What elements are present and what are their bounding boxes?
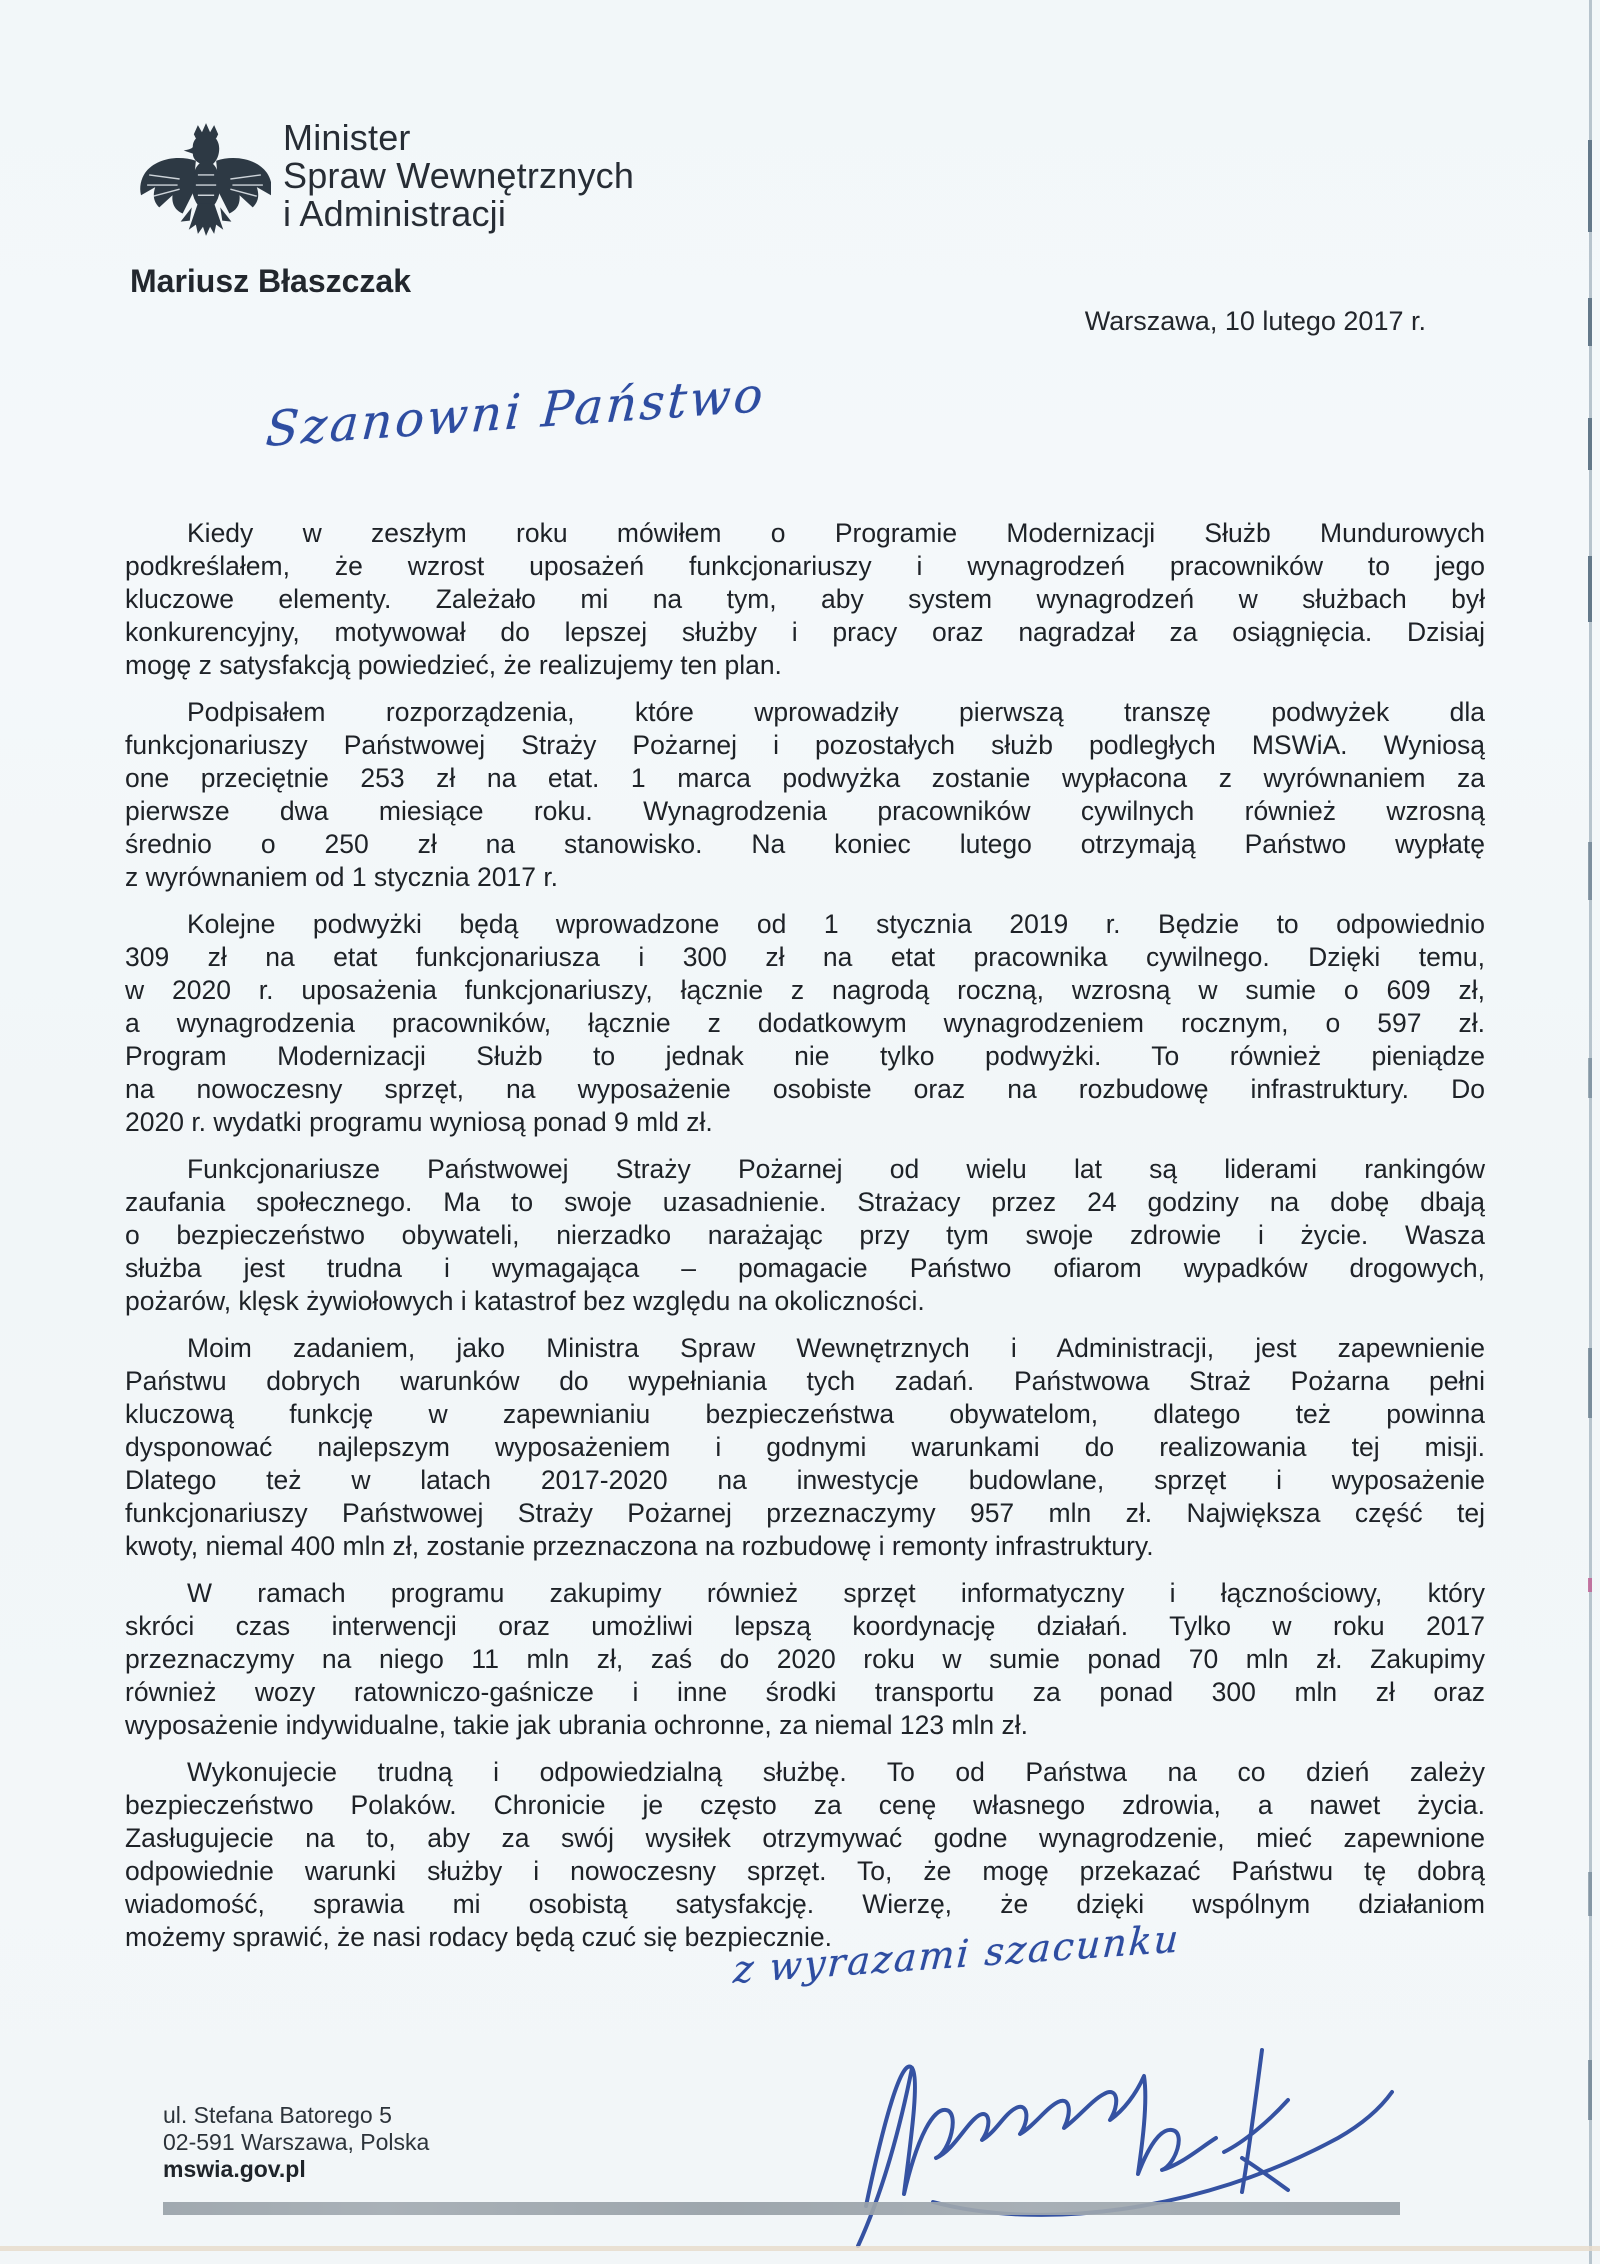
- text-line: funkcjonariuszy Państwowej Straży Pożarnej i pozostałych służb podległych MSWiA. Wyniosą: [125, 730, 1485, 760]
- footer-address-line1: ul. Stefana Batorego 5: [163, 2102, 392, 2128]
- text-line: Funkcjonariusze Państwowej Straży Pożarnej od wielu lat są liderami rankingów: [187, 1154, 1485, 1184]
- text-line: z wyrównaniem od 1 stycznia 2017 r.: [125, 862, 559, 892]
- scan-tick: [1588, 1058, 1592, 1098]
- text-line: Państwu dobrych warunków do wypełniania tych zadań. Państwowa Straż Pożarna pełni: [125, 1366, 1485, 1396]
- text-line: pierwsze dwa miesiące roku. Wynagrodzenia pracowników cywilnych również wzrosną: [125, 796, 1485, 826]
- text-line: średnio o 250 zł na stanowisko. Na koniec lutego otrzymają Państwo wypłatę: [125, 829, 1485, 859]
- paragraph: [125, 696, 1485, 894]
- text-line: Program Modernizacji Służb to jednak nie tylko podwyżki. To również pieniądze: [125, 1041, 1485, 1071]
- paragraph: [125, 1756, 1485, 1954]
- sender-title-line: Spraw Wewnętrznych: [283, 155, 635, 196]
- signature-scrawl: [838, 2016, 1410, 2258]
- text-line: Dlatego też w latach 2017-2020 na inwestycje budowlane, sprzęt i wyposażenie: [125, 1465, 1485, 1495]
- sender-name: Mariusz Błaszczak: [130, 263, 412, 299]
- letter-body: [125, 517, 1485, 1968]
- scan-tick: [1588, 140, 1592, 232]
- scan-bottom-edge: [0, 2246, 1600, 2251]
- text-line: skróci czas interwencji oraz umożliwi lepszą koordynację działań. Tylko w roku 2017: [125, 1611, 1485, 1641]
- text-line: mogę z satysfakcją powiedzieć, że realizujemy ten plan.: [125, 650, 782, 680]
- text-line: wyposażenie indywidualne, takie jak ubrania ochronne, za niemal 123 mln zł.: [125, 1710, 1028, 1740]
- text-line: Kolejne podwyżki będą wprowadzone od 1 stycznia 2019 r. Będzie to odpowiednio: [187, 909, 1485, 939]
- text-line: Podpisałem rozporządzenia, które wprowadziły pierwszą transzę podwyżek dla: [187, 697, 1485, 727]
- text-line: kluczową funkcję w zapewnianiu bezpieczeństwa obywatelom, dlatego też powinna: [125, 1399, 1485, 1429]
- footer-address-line2: 02-591 Warszawa, Polska: [163, 2129, 430, 2155]
- scan-tick: [1588, 298, 1592, 346]
- paragraph: [125, 1153, 1485, 1318]
- text-line: na nowoczesny sprzęt, na wyposażenie osobiste oraz na rozbudowę infrastruktury. Do: [125, 1074, 1485, 1104]
- dateline: Warszawa, 10 lutego 2017 r.: [1084, 306, 1426, 336]
- paragraph: [125, 1332, 1485, 1563]
- coat-of-arms-eagle-icon: [139, 122, 271, 238]
- text-line: dysponować najlepszym wyposażeniem i godnymi warunkami do realizowania tej misji.: [125, 1432, 1485, 1462]
- footer: [163, 2102, 429, 2183]
- scan-tick: [1588, 1872, 1592, 1916]
- text-line: kluczowe elementy. Zależało mi na tym, aby system wynagrodzeń w służbach był: [125, 584, 1485, 614]
- text-line: Kiedy w zeszłym roku mówiłem o Programie Modernizacji Służb Mundurowych: [187, 518, 1485, 548]
- text-line: 309 zł na etat funkcjonariusza i 300 zł na etat pracownika cywilnego. Dzięki temu,: [125, 942, 1485, 972]
- sender-title-line: Minister: [283, 117, 411, 158]
- sender-title: [283, 119, 634, 233]
- text-line: Zasługujecie na to, aby za swój wysiłek otrzymywać godne wynagrodzenie, mieć zapewnione: [125, 1823, 1485, 1853]
- scan-tick-pink: [1588, 1578, 1592, 1592]
- footer-divider-bar: [163, 2202, 1400, 2215]
- paragraph: [125, 517, 1485, 682]
- text-line: funkcjonariuszy Państwowej Straży Pożarnej przeznaczymy 957 mln zł. Największa część tej: [125, 1498, 1485, 1528]
- text-line: bezpieczeństwo Polaków. Chronicie je często za cenę własnego zdrowia, a nawet życia.: [125, 1790, 1485, 1820]
- footer-website: mswia.gov.pl: [163, 2156, 306, 2182]
- text-line: Moim zadaniem, jako Ministra Spraw Wewnętrznych i Administracji, jest zapewnienie: [187, 1333, 1485, 1363]
- text-line: konkurencyjny, motywował do lepszej służby i pracy oraz nagradzał za osiągnięcia. Dzisiaj: [125, 617, 1485, 647]
- handwritten-salutation: Szanowni Państwo: [264, 366, 768, 458]
- paragraph: [125, 908, 1485, 1139]
- text-line: możemy sprawić, że nasi rodacy będą czuć się bezpiecznie.: [125, 1922, 832, 1952]
- text-line: a wynagrodzenia pracowników, łącznie z dodatkowym wynagrodzeniem rocznym, o 597 zł.: [125, 1008, 1485, 1038]
- sender-title-line: i Administracji: [283, 193, 507, 234]
- text-line: 2020 r. wydatki programu wyniosą ponad 9 mld zł.: [125, 1107, 713, 1137]
- text-line: wiadomość, sprawia mi osobistą satysfakcję. Wierzę, że dzięki wspólnym działaniom: [125, 1889, 1485, 1919]
- handwritten-closing: z wyrazami szacunku: [732, 1916, 1182, 1992]
- text-line: o bezpieczeństwo obywateli, nierzadko narażając przy tym swoje zdrowie i życie. Wasza: [125, 1220, 1485, 1250]
- text-line: odpowiednie warunki służby i nowoczesny sprzęt. To, że mogę przekazać Państwu tę dobrą: [125, 1856, 1485, 1886]
- text-line: pożarów, klęsk żywiołowych i katastrof bez względu na okoliczności.: [125, 1286, 925, 1316]
- text-line: służba jest trudna i wymagająca – pomagacie Państwo ofiarom wypadków drogowych,: [125, 1253, 1485, 1283]
- text-line: podkreślałem, że wzrost uposażeń funkcjonariuszy i wynagrodzeń pracowników to jego: [125, 551, 1485, 581]
- text-line: kwoty, niemal 400 mln zł, zostanie przeznaczona na rozbudowę i remonty infrastruktury.: [125, 1531, 1154, 1561]
- paragraph: [125, 1577, 1485, 1742]
- scan-edge-line-left: [10, 0, 17, 478]
- scan-tick: [1588, 418, 1592, 470]
- text-line: zaufania społecznego. Ma to swoje uzasadnienie. Strażacy przez 24 godziny na dobę dbają: [125, 1187, 1485, 1217]
- text-line: również wozy ratowniczo-gaśnicze i inne środki transportu za ponad 300 mln zł oraz: [125, 1677, 1485, 1707]
- scan-tick: [1588, 1348, 1592, 1418]
- text-line: w 2020 r. uposażenia funkcjonariuszy, łącznie z nagrodą roczną, wzrosną w sumie o 609 zł,: [125, 975, 1485, 1005]
- scan-tick: [1588, 842, 1592, 900]
- text-line: Wykonujecie trudną i odpowiedzialną służbę. To od Państwa na co dzień zależy: [187, 1757, 1485, 1787]
- text-line: W ramach programu zakupimy również sprzęt informatyczny i łącznościowy, który: [187, 1578, 1485, 1608]
- text-line: przeznaczymy na niego 11 mln zł, zaś do 2020 roku w sumie ponad 70 mln zł. Zakupimy: [125, 1644, 1485, 1674]
- text-line: one przeciętnie 253 zł na etat. 1 marca podwyżka zostanie wypłacona z wyrównaniem za: [125, 763, 1485, 793]
- scan-tick: [1588, 556, 1592, 622]
- scan-tick: [1588, 2060, 1592, 2120]
